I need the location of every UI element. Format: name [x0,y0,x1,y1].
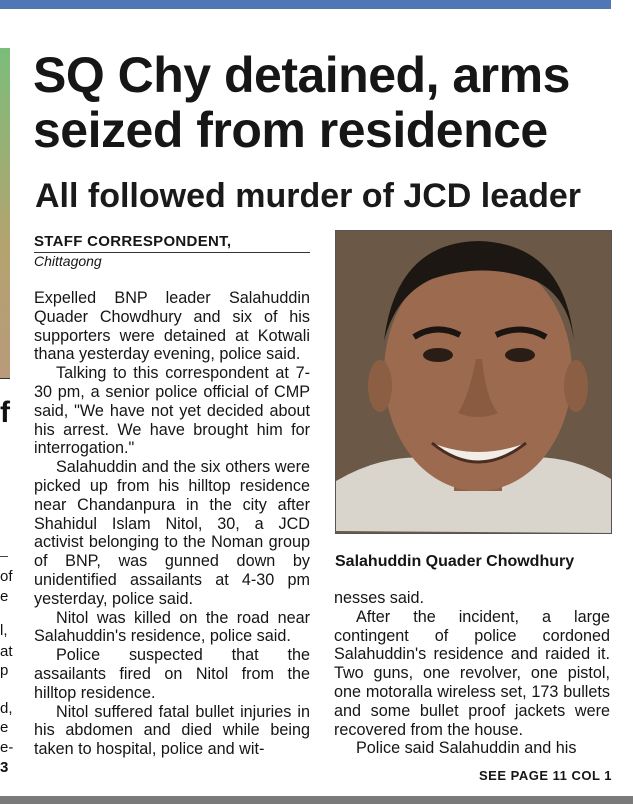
paragraph: Nitol suffered fatal bullet injuries in his abdomen and died while being taken to hospital, police and wit- [34,702,310,759]
adjacent-fragment: e [0,719,9,736]
adjacent-rule [0,556,8,557]
byline-author: STAFF CORRESPONDENT, [34,233,232,250]
adjacent-fragment: f [0,396,10,429]
headline: SQ Chy detained, arms seized from residence [33,47,570,158]
subheadline: All followed murder of JCD leader [35,177,581,215]
adjacent-fragment: p [0,662,9,679]
paragraph: Police suspected that the assailants fired on Nitol from the hilltop residence. [34,646,310,702]
adjacent-photo-edge [0,48,10,378]
byline [34,233,310,269]
paragraph: Nitol was killed on the road near Salahuddin's residence, police said. [34,608,310,646]
paragraph: After the incident, a large contingent of police cordoned Salahuddin's residence and raided it. Two guns, one revolver, one pistol, one motoralla wireless set, 173 bullets and some bullet proof jackets were recovered from the house. [334,607,610,739]
portrait-photo [335,230,612,534]
adjacent-rule [0,378,10,379]
adjacent-fragment: of [0,568,13,585]
paragraph: Expelled BNP leader Salahuddin Quader Chowdhury and six of his supporters were detained at Kotwali thana yesterday evening, police said. [34,289,310,364]
article-column-2 [334,589,610,758]
adjacent-fragment: 3 [0,759,9,776]
paragraph: nesses said. [334,589,424,607]
paragraph: Salahuddin and the six others were picked up from his hilltop residence near Chandanpura in the city after Shahidul Islam Nitol, 30, a JCD activist belonging to the Noman group of BNP, was gunned down by unidentified assailants at 4-30 pm yesterday, police said. [34,458,310,608]
adjacent-fragment: e- [0,739,14,756]
adjacent-fragment: e [0,588,9,605]
adjacent-fragment: d, [0,700,13,717]
paragraph: Police said Salahuddin and his [356,739,577,758]
adjacent-fragment: at [0,643,13,660]
bottom-rule-bar [0,796,633,804]
photo-caption: Salahuddin Quader Chowdhury [335,553,575,570]
article-column-1 [34,289,310,759]
paragraph: Talking to this correspondent at 7-30 pm, a senior police official of CMP said, "We have not yet decided about his arrest. We have brought him for interrogation." [34,364,310,458]
portrait-illustration [336,231,611,533]
top-color-bar [0,0,611,9]
adjacent-fragment: l, [0,622,8,639]
continued-reference: SEE PAGE 11 COL 1 [478,768,612,783]
byline-location: Chittagong [34,253,102,269]
